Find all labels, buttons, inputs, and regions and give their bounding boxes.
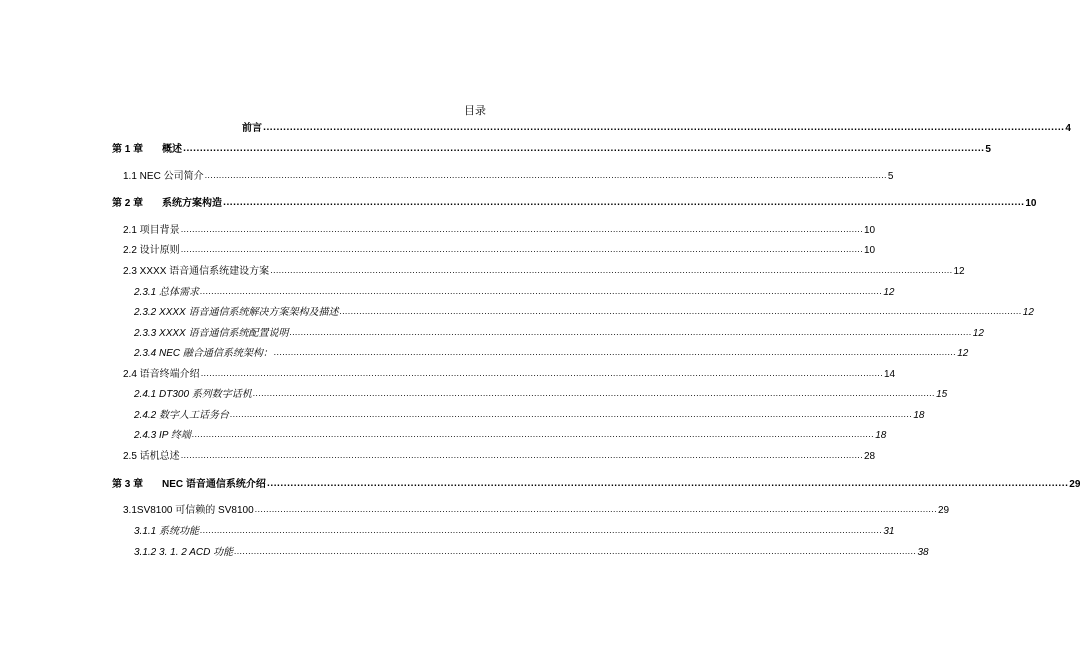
toc-entry-label: 2.3 XXXX 语音通信系统建设方案 [123, 266, 270, 277]
toc-entry-label: 前言 [242, 123, 262, 134]
toc-entry-label: 2.3.4 NEC 融合通信系统架构： [134, 348, 273, 359]
toc-entry-label: 1.1 NEC 公司简介 [123, 171, 204, 182]
toc-entry-2-3-1[interactable] [134, 286, 895, 300]
toc-entry-label: 2.5 话机总述 [123, 451, 180, 462]
toc-entry-page: 12 [1022, 307, 1034, 318]
dot-leader: ................................................................................................................................................................................................................................................ [200, 526, 883, 535]
toc-entry-page: 31 [883, 526, 895, 537]
dot-leader: ................................................................................................................................................................................................................................................ [339, 307, 1022, 316]
toc-entry-chapter-3[interactable] [112, 478, 1080, 492]
toc-entry-chapter-2[interactable] [112, 197, 1037, 211]
dot-leader: ................................................................................................................................................................................................................................................ [289, 328, 972, 337]
toc-entry-2-5[interactable] [123, 450, 876, 464]
toc-entry-3-1-2[interactable] [134, 546, 929, 560]
dot-leader: ................................................................................................................................................................................................................................................ [200, 369, 883, 378]
toc-entry-label: 概述 [162, 144, 182, 155]
toc-entry-page: 12 [972, 328, 984, 339]
toc-entry-label: 2.4.1 DT300 系列数字话机 [134, 389, 252, 400]
toc-entry-label: NEC 语音通信系统介绍 [162, 479, 266, 490]
dot-leader: ................................................................................................................................................................................................................................................ [252, 389, 936, 398]
chapter-number: 第 1 章 [112, 144, 144, 155]
toc-entry-page: 5 [887, 171, 894, 182]
toc-entry-3-1-1[interactable] [134, 525, 895, 539]
toc-entry-page: 10 [864, 225, 876, 236]
toc-entry-2-3-4[interactable] [134, 347, 969, 361]
toc-entry-2-4-3[interactable] [134, 429, 887, 443]
toc-entry-page: 10 [864, 245, 876, 256]
toc-entry-2-4-2[interactable] [134, 409, 925, 423]
toc-entry-label: 2.4.3 IP 终端 [134, 430, 191, 441]
toc-entry-3-1[interactable] [123, 504, 950, 518]
dot-leader: ................................................................................................................................................................................................................................................ [180, 451, 863, 460]
toc-entry-page: 12 [953, 266, 965, 277]
dot-leader: ................................................................................................................................................................................................................................................ [180, 225, 863, 234]
toc-entry-label: 2.2 设计原则 [123, 245, 180, 256]
toc-entry-2-3-3[interactable] [134, 327, 984, 341]
toc-entry-1-1[interactable] [123, 170, 894, 184]
toc-entry-label: 3.1.2 3. 1. 2 ACD 功能 [134, 547, 234, 558]
toc-entry-page: 38 [917, 547, 929, 558]
toc-entry-page: 29 [937, 505, 950, 516]
toc-entry-2-1[interactable] [123, 224, 876, 238]
dot-leader: ................................................................................................................................................................................................................................................ [230, 410, 913, 419]
dot-leader: ................................................................................................................................................................................................................................................ [266, 479, 1069, 488]
toc-entry-label: 3.1SV8100 可信赖的 SV8100 [123, 505, 254, 516]
toc-entry-2-3[interactable] [123, 265, 965, 279]
toc-entry-label: 2.3.2 XXXX 语音通信系统解决方案架构及描述 [134, 307, 339, 318]
toc-entry-page: 18 [875, 430, 887, 441]
dot-leader: ................................................................................................................................................................................................................................................ [180, 245, 863, 254]
toc-entry-2-2[interactable] [123, 244, 876, 258]
toc-entry-chapter-1[interactable] [112, 143, 991, 157]
toc-entry-label: 2.3.1 总体需求 [134, 287, 200, 298]
dot-leader: ................................................................................................................................................................................................................................................ [183, 144, 985, 153]
toc-entry-page: 10 [1025, 198, 1037, 209]
toc-entry-label: 2.4 语音终端介绍 [123, 369, 200, 380]
dot-leader: ................................................................................................................................................................................................................................................ [270, 266, 953, 275]
dot-leader: ................................................................................................................................................................................................................................................ [204, 171, 887, 180]
dot-leader: ................................................................................................................................................................................................................................................ [223, 198, 1025, 207]
toc-entry-label: 2.1 项目背景 [123, 225, 180, 236]
toc-entry-label: 3.1.1 系统功能 [134, 526, 200, 537]
toc-entry-page: 29 [1069, 479, 1080, 490]
dot-leader: ................................................................................................................................................................................................................................................ [191, 430, 875, 439]
toc-entry-2-3-2[interactable] [134, 306, 1034, 320]
toc-entry-preface[interactable] [242, 122, 1071, 136]
dot-leader: ................................................................................................................................................................................................................................................ [200, 287, 883, 296]
toc-title: 目录 [464, 104, 486, 117]
dot-leader: ................................................................................................................................................................................................................................................ [234, 547, 917, 556]
toc-entry-page: 12 [883, 287, 895, 298]
toc-entry-page: 18 [913, 410, 925, 421]
toc-entry-label: 系统方案构造 [162, 198, 222, 209]
toc-entry-page: 28 [864, 451, 876, 462]
toc-entry-page: 14 [884, 369, 896, 380]
chapter-number: 第 3 章 [112, 479, 144, 490]
toc-entry-label: 2.3.3 XXXX 语音通信系统配置说明 [134, 328, 289, 339]
toc-entry-2-4[interactable] [123, 368, 896, 382]
dot-leader: ................................................................................................................................................................................................................................................ [273, 348, 957, 357]
toc-entry-page: 12 [957, 348, 969, 359]
dot-leader: ................................................................................................................................................................................................................................................ [254, 505, 937, 514]
toc-entry-page: 4 [1065, 123, 1071, 134]
toc-entry-2-4-1[interactable] [134, 388, 948, 402]
dot-leader: ................................................................................................................................................................................................................................................ [263, 123, 1065, 132]
chapter-number: 第 2 章 [112, 198, 144, 209]
toc-entry-page: 5 [985, 144, 991, 155]
toc-entry-page: 15 [936, 389, 948, 400]
toc-entry-label: 2.4.2 数字人工话务台 [134, 410, 230, 421]
